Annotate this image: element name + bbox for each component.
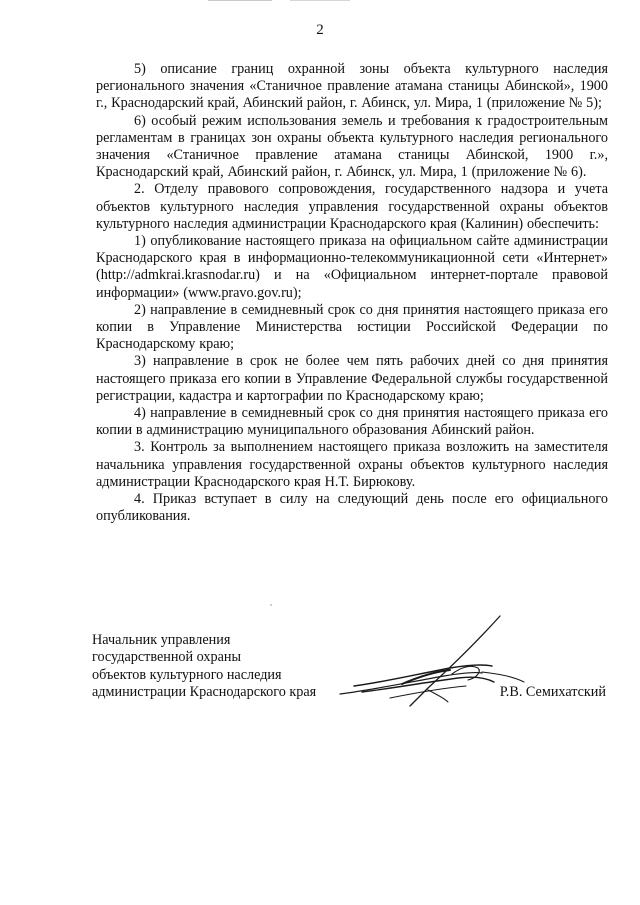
- scan-speck: [270, 604, 272, 606]
- scan-edge-mark: [290, 0, 350, 2]
- paragraph-clause-3: 3. Контроль за выполнением настоящего приказа возложить на заместителя начальника управления государственной охраны объектов культурного наследия администрации Краснодарского края Н.Т. Бирюкову.: [96, 439, 608, 490]
- paragraph-subitem-2: 2) направление в семидневный срок со дня принятия настоящего приказа его копии в Управление Министерства юстиции Российской Федерации по Краснодарскому краю;: [96, 301, 608, 353]
- signature-block: [92, 632, 612, 722]
- paragraph-clause-2: 2. Отделу правового сопровождения, государственного надзора и учета объектов культурного наследия управления государственной охраны объектов культурного наследия администрации Краснодарского края (Калинин) обеспечить:: [96, 181, 608, 232]
- signatory-title-line: администрации Краснодарского края: [92, 683, 317, 700]
- page-number: 2: [316, 22, 324, 38]
- signatory-title-line: государственной охраны: [92, 649, 242, 666]
- paragraph-item-6: 6) особый режим использования земель и требования к градостроительным регламентам в границах зон охраны объекта культурного наследия регионального значения «Станичное правление атамана станицы Абинской, 1900 г.», Краснодарский край, Абинский район, г. Абинск, ул. Мира, 1 (приложение № 6).: [96, 112, 608, 181]
- signatory-title-line: объектов культурного наследия: [92, 666, 282, 683]
- paragraph-item-5: 5) описание границ охранной зоны объекта культурного наследия регионального значения «Станичное правление атамана станицы Абинской», 1900 г., Краснодарский край, Абинский район, г. Абинск, ул. Мира, 1 (приложение № 5);: [96, 61, 608, 112]
- paragraph-subitem-4: 4) направление в семидневный срок со дня принятия настоящего приказа его копии в администрацию муниципального образования Абинский район.: [96, 405, 608, 439]
- paragraph-subitem-1: 1) опубликование настоящего приказа на официальном сайте администрации Краснодарского края в информационно-телекоммуникационной сети «Интернет» (http://admkrai.krasnodar.ru) и на «Официальном интернет-портале правовой информации» (www.pravo.gov.ru);: [96, 233, 608, 301]
- paragraph-subitem-3: 3) направление в срок не более чем пять рабочих дней со дня принятия настоящего приказа его копии в Управление Федеральной службы государственной регистрации, кадастра и картографии по Краснодарскому краю;: [96, 353, 608, 404]
- signatory-name: Р.В. Семихатский: [499, 684, 606, 700]
- document-body: [96, 61, 608, 525]
- signatory-title-line: Начальник управления: [92, 632, 231, 648]
- scan-edge-mark: [208, 0, 272, 2]
- paragraph-clause-4: 4. Приказ вступает в силу на следующий день после его официального опубликования.: [96, 491, 608, 525]
